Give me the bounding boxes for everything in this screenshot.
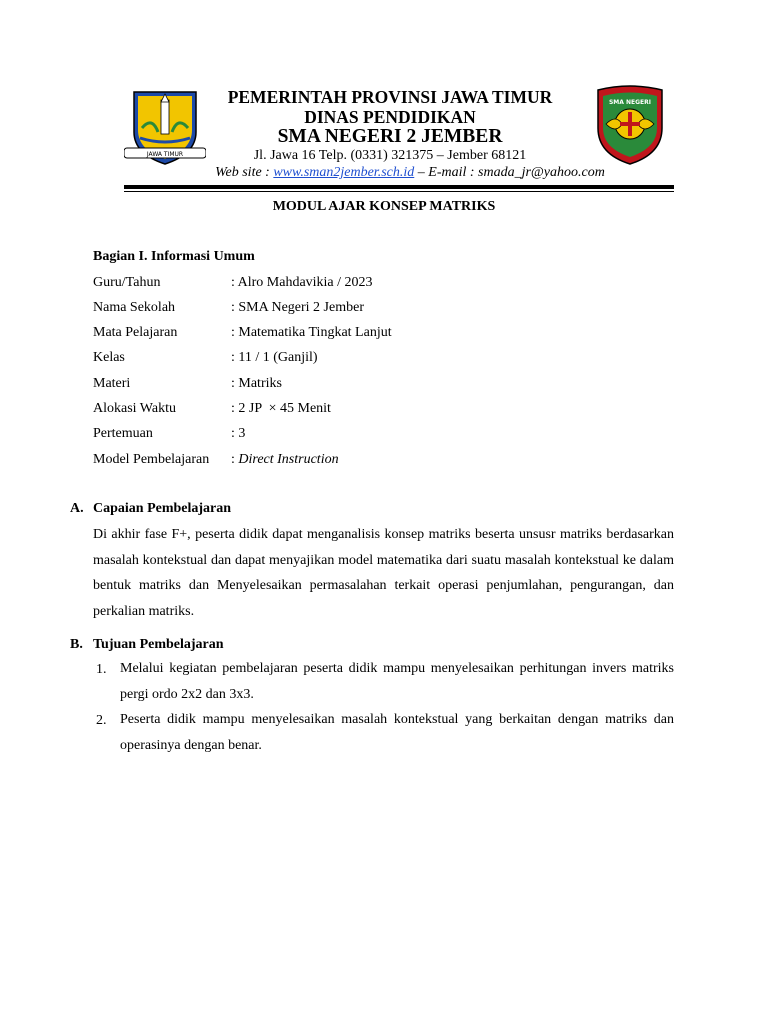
list-item-number: 1.	[96, 662, 107, 677]
list-item-text: Melalui kegiatan pembelajaran peserta didik mampu menyelesaikan perhitungan invers matriks pergi ordo 2x2 dan 3x3.	[120, 661, 674, 702]
list-item-text: Peserta didik mampu menyelesaikan masalah kontekstual yang berkaitan dengan matriks dan operasinya dengan benar.	[120, 712, 674, 753]
section-b-title: Tujuan Pembelajaran	[93, 637, 224, 652]
email-text: – E-mail : smada_jr@yahoo.com	[414, 165, 605, 180]
letterhead-divider-thin	[124, 191, 674, 192]
info-value: : 3	[231, 426, 246, 441]
info-value: : Alro Mahdavikia / 2023	[231, 275, 373, 290]
school-name: SMA NEGERI 2 JEMBER	[277, 126, 503, 147]
info-label: Nama Sekolah	[93, 300, 176, 315]
info-value: : 11 / 1 (Ganjil)	[231, 350, 318, 365]
letterhead-line-2: DINAS PENDIDIKAN	[304, 107, 476, 127]
right-logo-caption: SMA NEGERI	[608, 99, 652, 106]
document-title: MODUL AJAR KONSEP MATRIKS	[272, 199, 496, 214]
info-value	[231, 452, 339, 468]
info-value-italic: Direct Instruction	[238, 452, 339, 467]
left-logo-caption: JAWA TIMUR	[146, 151, 184, 158]
info-label: Materi	[93, 376, 131, 391]
letterhead-divider-thick	[124, 185, 674, 189]
school-emblem-icon	[594, 84, 666, 166]
school-address: Jl. Jawa 16 Telp. (0331) 321375 – Jember 68121	[253, 148, 527, 163]
section-a-paragraph: Di akhir fase F+, peserta didik dapat menganalisis konsep matriks beserta unsusr matriks berdasarkan masalah kontekstual dan dapat menyajikan model matematika dari suatu masalah kontekstual ke dalam bentuk matriks dan Menyelesaikan permasalahan terkait operasi penjumlahan, pengurangan, dan perkalian matriks.	[93, 527, 674, 619]
list-item-number: 2.	[96, 713, 107, 728]
section-a-letter: A.	[70, 501, 84, 516]
section-1-title: Bagian I. Informasi Umum	[93, 249, 255, 264]
info-value-prefix: :	[231, 452, 239, 467]
info-label: Alokasi Waktu	[93, 401, 176, 416]
info-label: Mata Pelajaran	[93, 325, 178, 340]
contact-line	[150, 165, 670, 181]
info-label: Pertemuan	[93, 426, 153, 441]
info-value: : SMA Negeri 2 Jember	[231, 300, 364, 315]
web-label: Web site :	[215, 165, 274, 180]
info-value: : 2 JP × 45 Menit	[231, 401, 331, 416]
info-label: Model Pembelajaran	[93, 452, 210, 467]
info-value: : Matriks	[231, 376, 282, 391]
letterhead-line-1: PEMERINTAH PROVINSI JAWA TIMUR	[227, 87, 553, 107]
info-value: : Matematika Tingkat Lanjut	[231, 325, 392, 340]
website-link[interactable]: www.sman2jember.sch.id	[273, 165, 415, 180]
section-b-letter: B.	[70, 637, 83, 652]
info-label: Guru/Tahun	[93, 275, 161, 290]
section-a-title: Capaian Pembelajaran	[93, 501, 232, 516]
info-label: Kelas	[93, 350, 125, 365]
